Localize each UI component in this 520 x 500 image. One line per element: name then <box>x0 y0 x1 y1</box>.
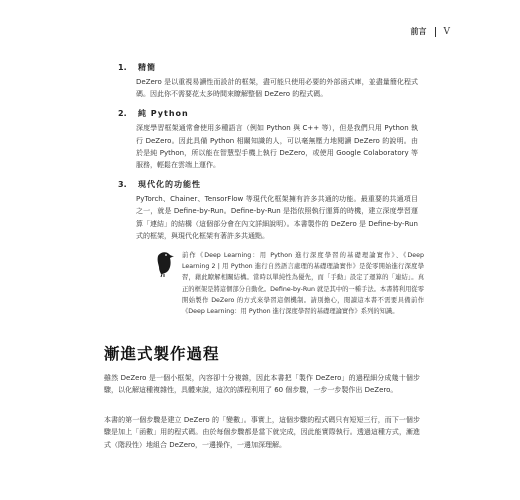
feature-description: DeZero 是以重視易讀性而設計的框架，盡可能只使用必要的外部函式庫，並盡量簡化程式碼。因此你不需要花太多時間來瞭解整個 DeZero 的程式碼。 <box>136 78 418 99</box>
feature-heading <box>118 179 418 190</box>
feature-title: 純 Python <box>138 109 189 119</box>
feature-number: 1. <box>118 63 127 72</box>
note-text: 前作《Deep Learning：用 Python 進行深度學習的基礎理論實作》、《Deep Learning 2 | 用 Python 進行自然語言處理的基礎理論實作》是從零開始進行深度學習，藉此瞭解相關結構。當時以單純性為優先，而「手動」設定了運算的「連結」。真正的框架是將這個部分自動化。Define-by-Run 就是其中的一種手法。本書將利用從零開始製作 DeZero 的方式來學習這個機制。請別擔心，閱讀這本書不需要具備前作《Deep Learning：用 Python 進行深度學習的基礎理論實作》系列的知識。 <box>182 252 424 316</box>
running-header <box>411 26 451 37</box>
note-box <box>154 250 424 317</box>
feature-title: 現代化的功能性 <box>138 180 201 190</box>
section-paragraph: 雖然 DeZero 是一個小框架，內容卻十分複雜，因此本書把「製作 DeZero」的過程細分成幾十個步驟，以化解這種複雜性，具體來說，這次的課程利用了 60 個步驟，一步一步製作出 DeZero。 <box>104 374 420 395</box>
crow-icon <box>154 250 176 317</box>
feature-item <box>118 62 418 100</box>
header-section-title: 前言 <box>410 27 427 36</box>
feature-number: 3. <box>118 180 127 190</box>
features-list <box>118 62 424 317</box>
section-heading: 漸進式製作過程 <box>104 345 220 363</box>
section-paragraph: 本書的第一個步驟是建立 DeZero 的「變數」。事實上，這個步驟的程式碼只有短短三行，而下一個步驟是加上「函數」用的程式碼。由於每個步驟都是當下就完成，因此能實際執行。透過這種方式，漸進式（階段性）地組合 DeZero，一邊操作，一邊加深理解。 <box>104 416 420 449</box>
feature-title: 精簡 <box>138 63 156 72</box>
feature-heading <box>118 62 418 73</box>
feature-item <box>118 108 418 171</box>
feature-number: 2. <box>118 109 127 119</box>
feature-heading <box>118 108 418 119</box>
feature-item <box>118 179 418 242</box>
page-number: V <box>443 26 450 37</box>
header-divider <box>435 27 436 37</box>
feature-description: PyTorch、Chainer、TensorFlow 等現代化框架擁有許多共通的功能。最重要的共通項目之一，就是 Define-by-Run。Define-by-Run 是指依照執行運算的時機，建立深度學習運算「連結」的結構（這個部分會在內文詳細說明）。本書製作的 DeZero 是 Define-by-Run 式的框架，與現代化框架有著許多共通點。 <box>136 195 418 240</box>
feature-description: 深度學習框架通常會使用多種語言（例如 Python 與 C++ 等），但是我們只用 Python 執行 DeZero。因此具備 Python 相關知識的人，可以毫無壓力地閱讀 DeZero 的說明。由於是純 Python，所以能在智慧型手機上執行 DeZero，或使用 Google Colaboratory 等服務，輕鬆在雲端上運作。 <box>136 124 418 170</box>
